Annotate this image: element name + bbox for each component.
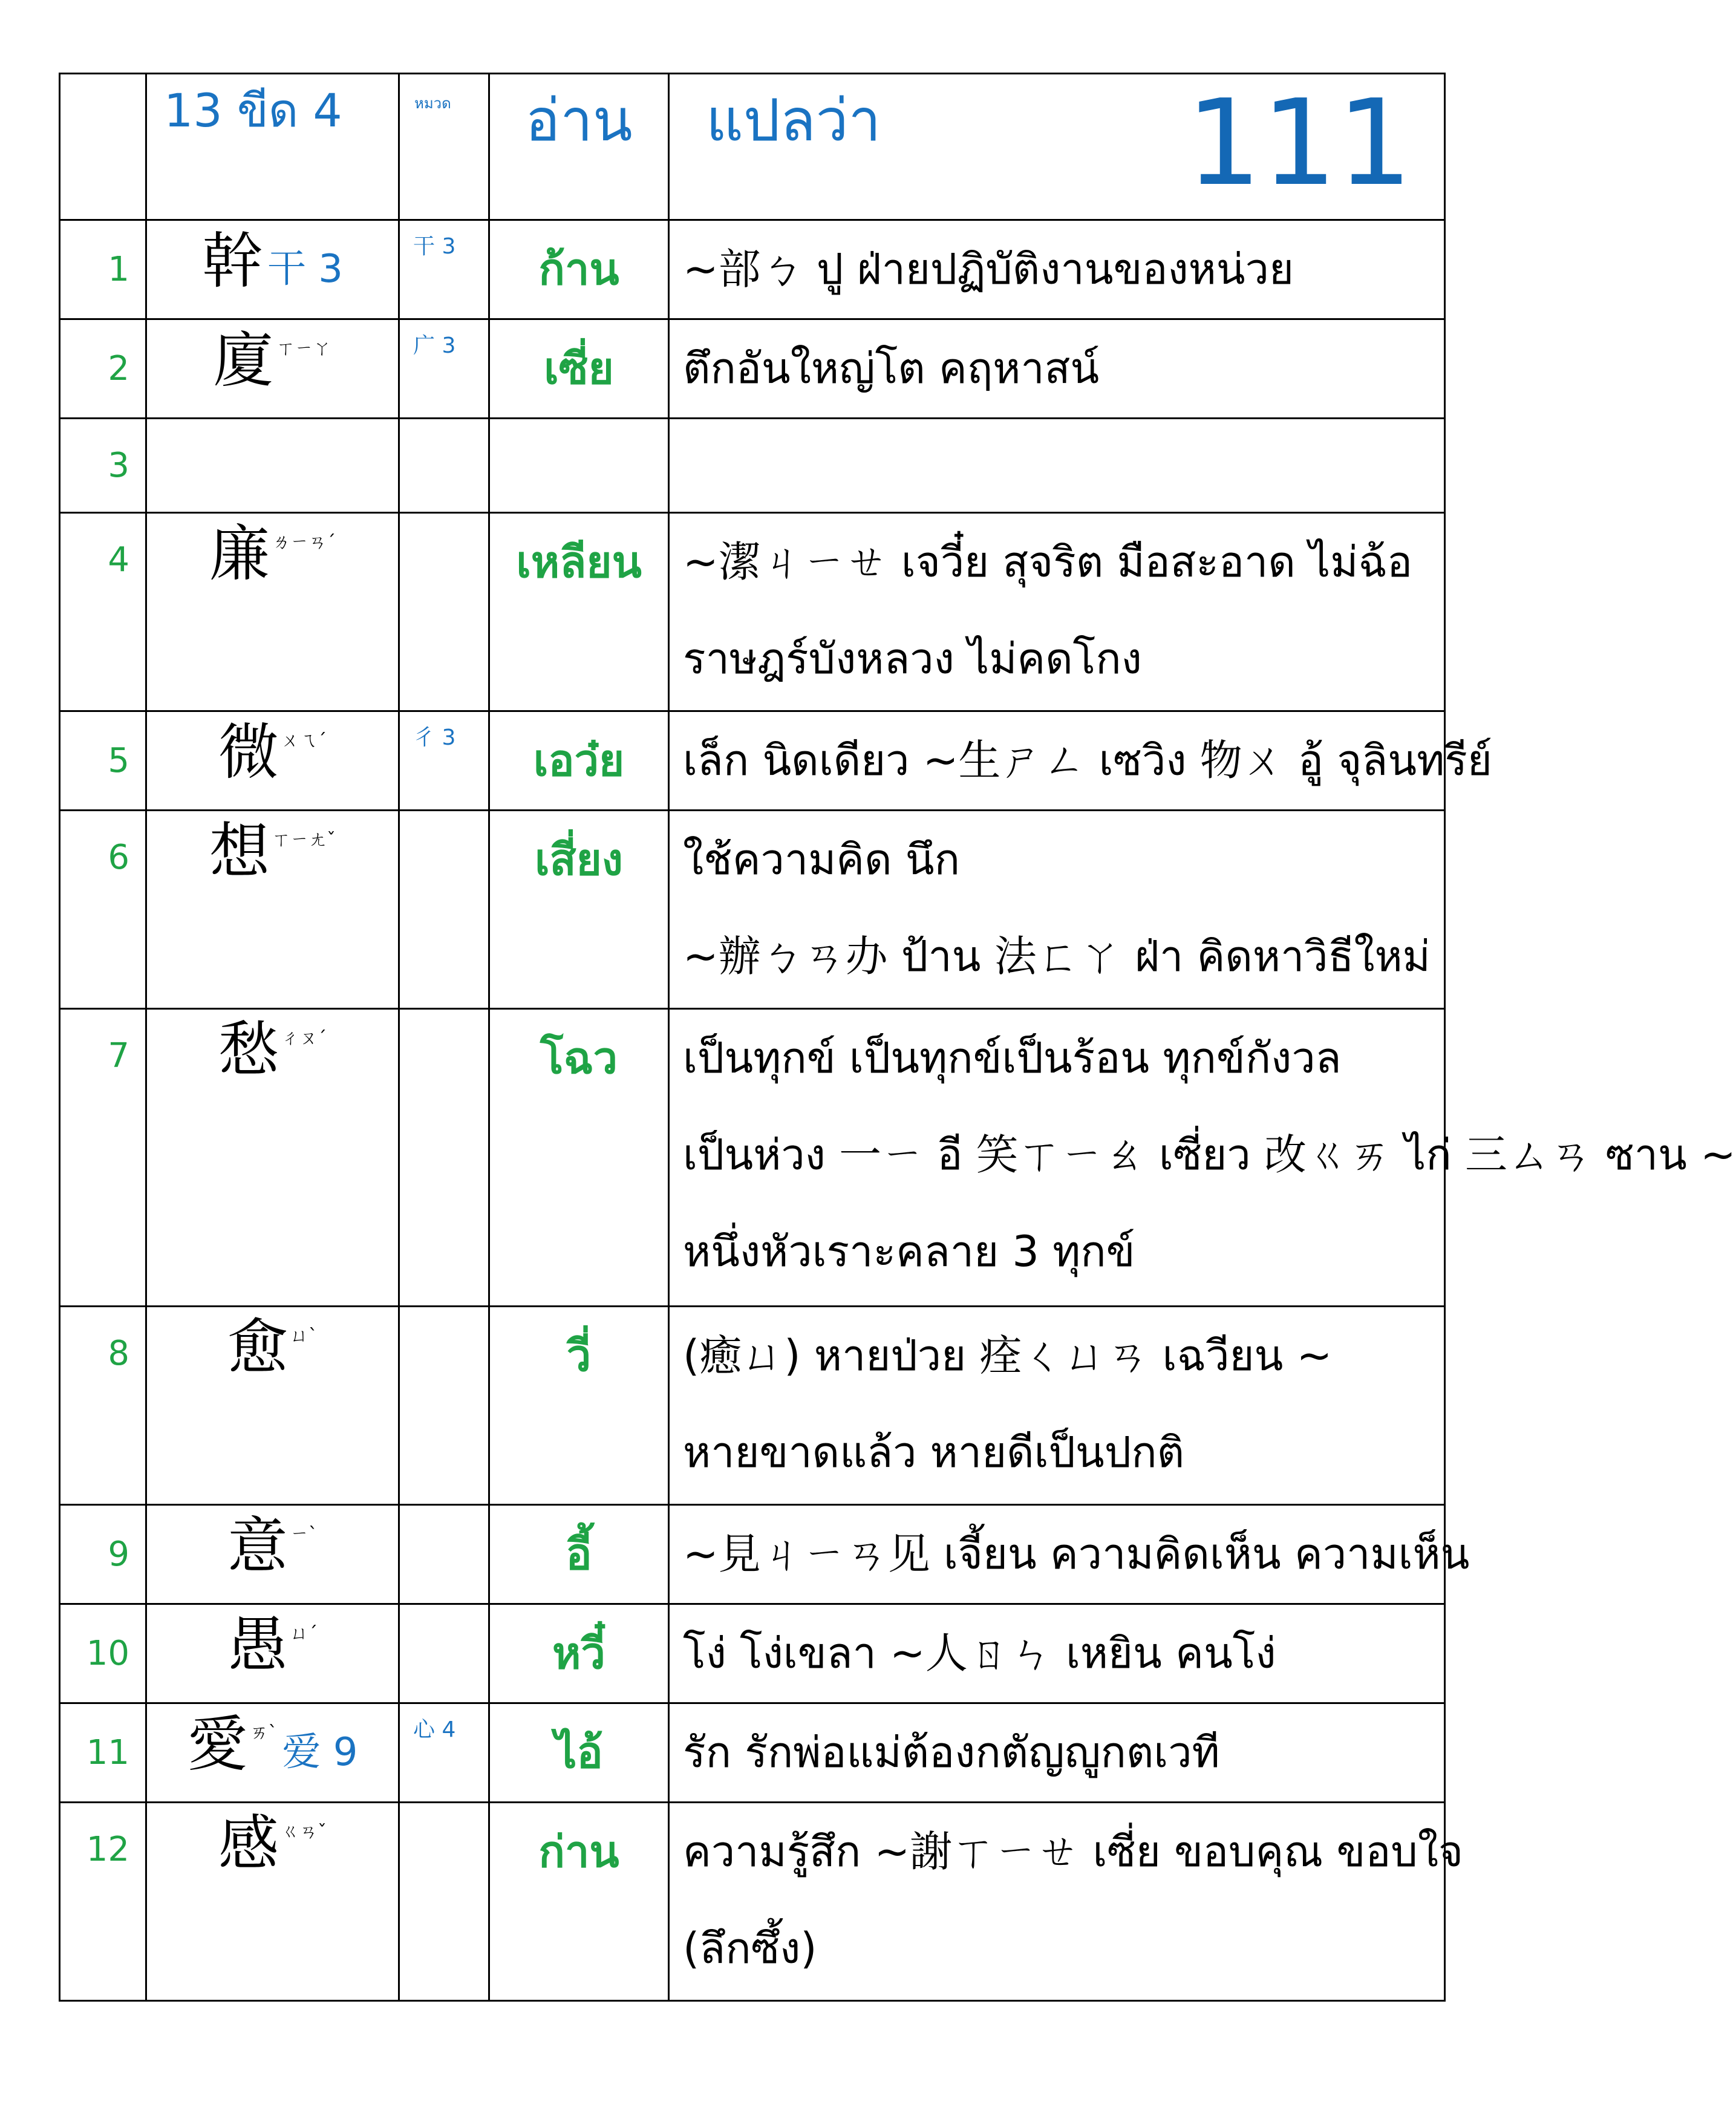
character-cell bbox=[146, 1009, 399, 1307]
reading bbox=[489, 419, 669, 513]
header-category-label: หมวด bbox=[399, 74, 489, 220]
bopomofo: ㄩˋ bbox=[290, 1325, 318, 1347]
meaning bbox=[669, 220, 1445, 319]
hanzi: 微 bbox=[218, 717, 279, 788]
meaning bbox=[669, 1803, 1464, 2001]
reading: ก้าน bbox=[489, 220, 669, 319]
bopomofo: ㄌㄧㄢˊ bbox=[272, 532, 336, 553]
row-number: 8 bbox=[60, 1307, 146, 1505]
meaning-line: ใช้ความคิด นึก bbox=[683, 835, 961, 884]
character-cell bbox=[146, 220, 399, 319]
meaning bbox=[669, 811, 1445, 1009]
character-cell bbox=[146, 419, 399, 513]
reading: เหลียน bbox=[489, 513, 669, 711]
radical: 广 3 bbox=[399, 319, 489, 419]
hanzi: 幹 bbox=[201, 226, 263, 296]
table-row bbox=[60, 220, 1445, 319]
meaning-line: ความรู้สึก ~謝ㄒㄧㄝ เซี่ย ขอบคุณ ขอบใจ bbox=[683, 1827, 1464, 1876]
table-row bbox=[60, 1604, 1445, 1703]
meaning-line: ~潔ㄐㄧㄝ เจวี๋ย สุจริต มือสะอาด ไม่ฉ้อ bbox=[683, 537, 1413, 587]
character-cell bbox=[146, 711, 399, 811]
meaning-line: ตึกอันใหญ่โต คฤหาสน์ bbox=[683, 344, 1100, 393]
meaning bbox=[669, 513, 1445, 711]
table-row bbox=[60, 419, 1445, 513]
meaning bbox=[669, 1307, 1445, 1505]
meaning bbox=[669, 1604, 1445, 1703]
hanzi: 廉 bbox=[209, 518, 270, 589]
meaning-line: (ลึกซึ้ง) bbox=[683, 1924, 817, 1973]
meaning-line: (癒ㄩ) หายป่วย 痊ㄑㄩㄢ เฉวียน ~ bbox=[683, 1331, 1333, 1380]
radical bbox=[399, 1803, 489, 2001]
alternate-form: 干 3 bbox=[267, 247, 344, 292]
reading: วี่ bbox=[489, 1307, 669, 1505]
radical bbox=[399, 513, 489, 711]
meaning-line: ~見ㄐㄧㄢ见 เจี้ยน ความคิดเห็น ความเห็น bbox=[683, 1529, 1470, 1579]
hanzi: 感 bbox=[218, 1808, 279, 1879]
meaning bbox=[669, 1505, 1470, 1604]
row-number: 9 bbox=[60, 1505, 146, 1604]
bopomofo: ㄨㄟˊ bbox=[281, 730, 327, 751]
bopomofo: ㄔㄡˊ bbox=[281, 1028, 327, 1049]
table-row bbox=[60, 811, 1445, 1009]
meaning-line: หนึ่งหัวเราะคลาย 3 ทุกข์ bbox=[683, 1227, 1135, 1276]
character-cell bbox=[146, 811, 399, 1009]
reading: อี้ bbox=[489, 1505, 669, 1604]
character-cell bbox=[146, 319, 399, 419]
table-row bbox=[60, 1803, 1445, 2001]
radical: 心 4 bbox=[399, 1703, 489, 1803]
character-cell bbox=[146, 1703, 399, 1803]
table-row bbox=[60, 319, 1445, 419]
hanzi: 廈 bbox=[214, 325, 275, 396]
reading: ก่าน bbox=[489, 1803, 669, 2001]
reading: เสี่ยง bbox=[489, 811, 669, 1009]
hanzi: 愛 bbox=[187, 1709, 248, 1780]
hanzi: 愈 bbox=[227, 1312, 288, 1383]
character-cell bbox=[146, 1803, 399, 2001]
meaning-line: รัก รักพ่อแม่ต้องกตัญญูกตเวที bbox=[683, 1728, 1220, 1777]
character-cell bbox=[146, 513, 399, 711]
page-number: 111 bbox=[1186, 74, 1412, 212]
bopomofo: ㄒㄧㄚ bbox=[276, 338, 331, 359]
table-row bbox=[60, 711, 1445, 811]
meaning bbox=[669, 319, 1445, 419]
row-number: 1 bbox=[60, 220, 146, 319]
character-cell bbox=[146, 1505, 399, 1604]
table-row bbox=[60, 1505, 1445, 1604]
row-number: 3 bbox=[60, 419, 146, 513]
table-row bbox=[60, 513, 1445, 711]
reading: เซี่ย bbox=[489, 319, 669, 419]
hanzi: 想 bbox=[209, 816, 270, 887]
dictionary-table bbox=[59, 73, 1736, 2002]
header-reading-label: อ่าน bbox=[489, 74, 669, 220]
radical bbox=[399, 811, 489, 1009]
reading: ไอ้ bbox=[489, 1703, 669, 1803]
bopomofo: ㄞˋ bbox=[250, 1722, 278, 1743]
bopomofo: ㄒㄧㄤˇ bbox=[272, 829, 336, 850]
row-number: 6 bbox=[60, 811, 146, 1009]
meaning-line: เล็ก นิดเดียว ~生ㄕㄥ เซวิง 物ㄨ อู้ จุลินทรีย์ bbox=[683, 736, 1492, 785]
radical bbox=[399, 419, 489, 513]
alternate-form: 爱 9 bbox=[282, 1730, 358, 1775]
reading: โฉว bbox=[489, 1009, 669, 1307]
meaning bbox=[669, 419, 1445, 513]
row-number: 11 bbox=[60, 1703, 146, 1803]
meaning-line: เป็นห่วง 一ㄧ อี 笑ㄒㄧㄠ เซี่ยว 改ㄍㄞ ไก่ 三ㄙㄢ ซาน ~ bbox=[683, 1130, 1736, 1180]
row-number: 2 bbox=[60, 319, 146, 419]
header-number-cell bbox=[60, 74, 146, 220]
row-number: 7 bbox=[60, 1009, 146, 1307]
header-stroke-label: 13 ขีด 4 bbox=[146, 74, 399, 220]
meaning-line: ~部ㄅ ปู ฝ่ายปฏิบัติงานของหน่วย bbox=[683, 244, 1294, 294]
row-number: 10 bbox=[60, 1604, 146, 1703]
hanzi: 意 bbox=[227, 1510, 288, 1581]
row-number: 4 bbox=[60, 513, 146, 711]
radical bbox=[399, 1307, 489, 1505]
header-meaning-cell bbox=[669, 74, 1445, 220]
table-row bbox=[60, 1307, 1445, 1505]
meaning-line: ราษฎร์บังหลวง ไม่คดโกง bbox=[683, 634, 1142, 684]
table-row bbox=[60, 1009, 1445, 1307]
radical bbox=[399, 1505, 489, 1604]
hanzi: 愁 bbox=[218, 1014, 279, 1085]
radical: 彳 3 bbox=[399, 711, 489, 811]
meaning-line: เป็นทุกข์ เป็นทุกข์เป็นร้อน ทุกข์กังวล bbox=[683, 1033, 1342, 1083]
header-meaning-label: แปลว่า bbox=[706, 87, 881, 154]
radical bbox=[399, 1604, 489, 1703]
bopomofo: ㄩˊ bbox=[290, 1623, 318, 1644]
meaning-line: โง่ โง่เขลา ~人ㄖㄣ เหยิน คนโง่ bbox=[683, 1628, 1276, 1678]
meaning bbox=[669, 1009, 1736, 1307]
row-number: 12 bbox=[60, 1803, 146, 2001]
hanzi: 愚 bbox=[227, 1610, 288, 1680]
character-cell bbox=[146, 1604, 399, 1703]
reading: หวี๋ bbox=[489, 1604, 669, 1703]
meaning-line: หายขาดแล้ว หายดีเป็นปกติ bbox=[683, 1428, 1185, 1477]
radical: 干 3 bbox=[399, 220, 489, 319]
reading: เอว๋ย bbox=[489, 711, 669, 811]
bopomofo: ㄧˋ bbox=[290, 1524, 318, 1545]
table-row bbox=[60, 1703, 1445, 1803]
character-cell bbox=[146, 1307, 399, 1505]
radical bbox=[399, 1009, 489, 1307]
meaning bbox=[669, 711, 1492, 811]
meaning-line: ~辦ㄅㄢ办 ป้าน 法ㄈㄚ ฝ่า คิดหาวิธีใหม่ bbox=[683, 932, 1431, 981]
row-number: 5 bbox=[60, 711, 146, 811]
meaning bbox=[669, 1703, 1445, 1803]
bopomofo: ㄍㄢˇ bbox=[281, 1821, 327, 1843]
header-row bbox=[60, 74, 1445, 220]
